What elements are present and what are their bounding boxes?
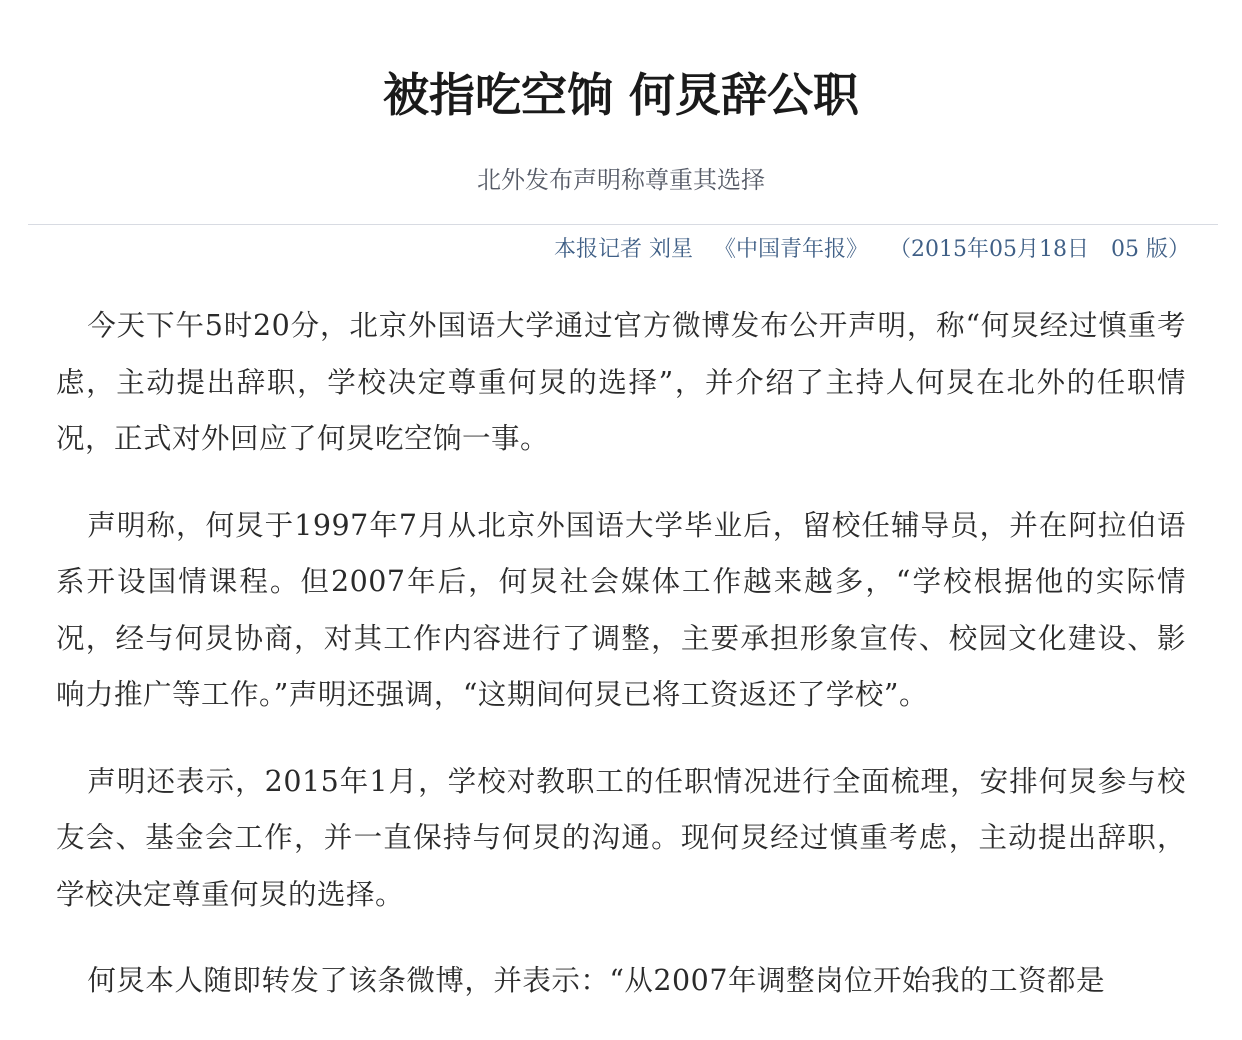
article-paragraph-2: 声明称，何炅于1997年7月从北京外国语大学毕业后，留校任辅导员，并在阿拉伯语系开设国情课程。但2007年后，何炅社会媒体工作越来越多，“学校根据他的实际情况，经与何炅协商，对其工作内容进行了调整，主要承担形象宣传、校园文化建设、影响力推广等工作。”声明还强调，“这期间何炅已将工资返还了学校”。: [56, 508, 1186, 711]
article-headline: 被指吃空饷 何炅辞公职: [382, 68, 859, 122]
byline-publication: 《中国青年报》: [714, 237, 869, 262]
byline: [554, 228, 1190, 272]
article-body: [56, 298, 1186, 1040]
article-paragraph-4: 何炅本人随即转发了该条微博，并表示：“从2007年调整岗位开始我的工资都是: [87, 964, 1105, 997]
byline-reporter: 本报记者 刘星: [554, 237, 694, 262]
header-divider: [28, 224, 1218, 225]
article-paragraph-3: 声明还表示，2015年1月，学校对教职工的任职情况进行全面梳理，安排何炅参与校友会、基金会工作，并一直保持与何炅的沟通。现何炅经过慎重考虑，主动提出辞职，学校决定尊重何炅的选择。: [56, 764, 1186, 911]
article-subheadline: 北外发布声明称尊重其选择: [477, 166, 765, 194]
byline-date-edition: （2015年05月18日 05 版）: [889, 237, 1190, 262]
article-paragraph-1: 今天下午5时20分，北京外国语大学通过官方微博发布公开声明，称“何炅经过慎重考虑，主动提出辞职，学校决定尊重何炅的选择”，并介绍了主持人何炅在北外的任职情况，正式对外回应了何炅吃空饷一事。: [56, 309, 1186, 455]
